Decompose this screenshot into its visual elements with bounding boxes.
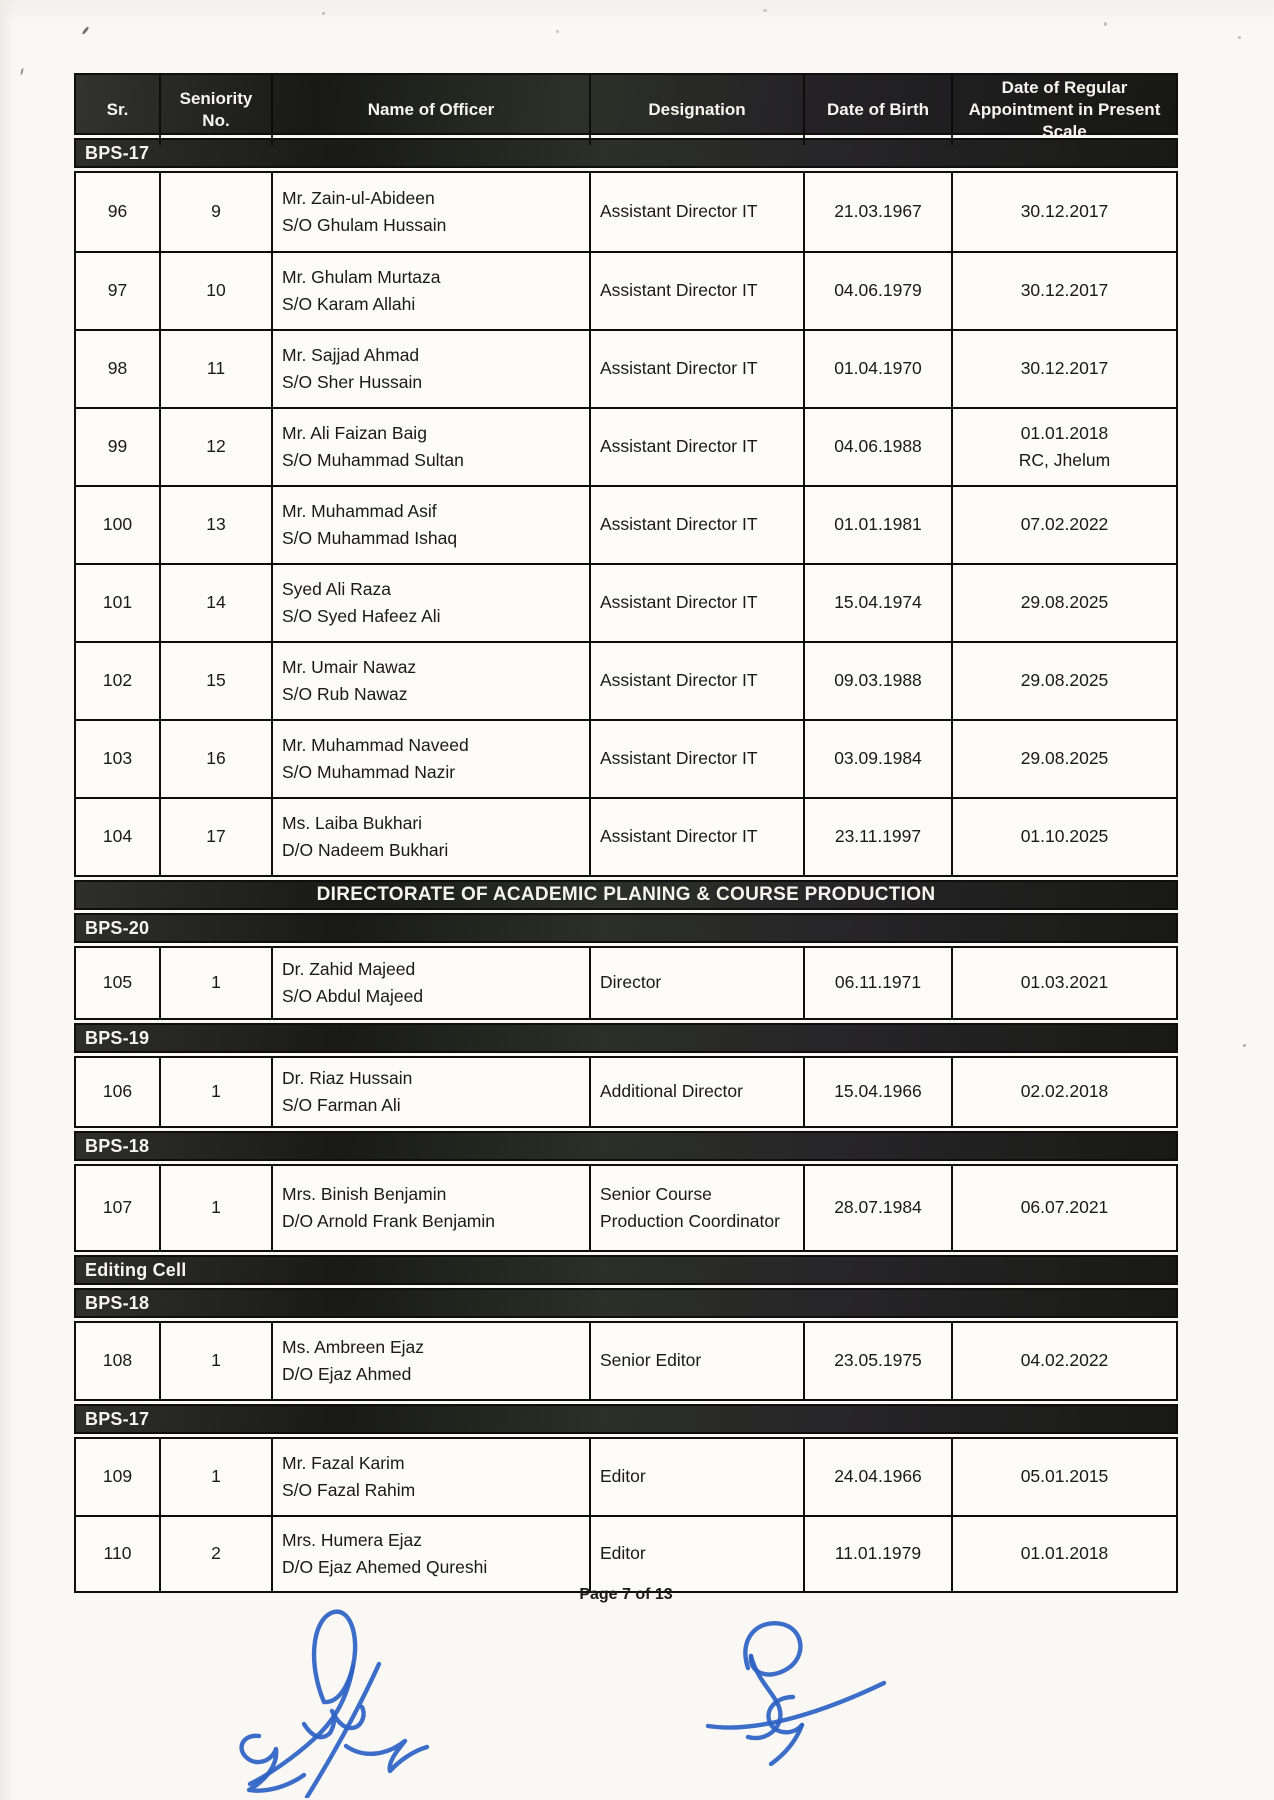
cell-sr [76,173,159,251]
cell-date-of-birth-text: 04.06.1979 [834,280,922,301]
section-band-directorate-of-academic-planing-course-production [74,880,1178,910]
cell-seniority-no-text: 15 [206,670,226,691]
table-row [76,1166,1176,1250]
cell-date-of-birth-text: 03.09.1984 [834,748,922,769]
cell-date-of-birth [803,799,951,875]
cell-date-of-regular-appointment-text: 30.12.2017 [1020,358,1109,379]
cell-date-of-regular-appointment [951,1517,1176,1591]
cell-name-of-officer-text: S/O Muhammad Nazir [282,762,456,782]
cell-sr [76,799,159,875]
cell-sr [76,565,159,641]
cell-date-of-birth-text: 23.05.1975 [834,1350,922,1371]
cell-designation-text: Senior Editor [600,1350,702,1371]
cell-date-of-birth-text: 09.03.1988 [834,670,922,691]
cell-designation-text: Editor [600,1466,646,1487]
cell-date-of-birth [803,173,951,251]
cell-seniority-no [159,1517,271,1591]
cell-date-of-regular-appointment [951,1058,1176,1126]
cell-seniority-no [159,487,271,563]
scan-speckle [1238,36,1241,39]
cell-date-of-birth-text: 23.11.1997 [834,826,922,847]
cell-name-of-officer-text: D/O Arnold Frank Benjamin [282,1211,496,1231]
cell-designation [589,799,803,875]
table-row [76,1515,1176,1591]
cell-sr-text: 107 [102,1197,133,1218]
cell-designation [589,948,803,1018]
table-body [74,138,1178,1593]
cell-sr-text: 105 [102,972,133,993]
section-band-label: BPS-18 [85,1135,150,1156]
cell-name-of-officer-text: Mr. Fazal Karim [282,1452,405,1473]
table-row-group [74,1321,1178,1401]
cell-name-of-officer [271,331,589,407]
cell-sr-text: 100 [102,514,133,535]
table-row [76,1323,1176,1399]
cell-name-of-officer-text: Mr. Ghulam Murtaza [282,266,441,287]
cell-designation-text: Assistant Director IT [600,201,758,222]
cell-date-of-regular-appointment [951,331,1176,407]
table-row-group [74,1056,1178,1128]
cell-sr-text: 108 [102,1350,133,1371]
section-band-label: BPS-20 [85,917,150,938]
cell-designation [589,1058,803,1126]
cell-date-of-birth [803,1166,951,1250]
cell-name-of-officer-text: Mrs. Binish Benjamin [282,1183,447,1204]
cell-name-of-officer-text: Mrs. Humera Ejaz [282,1529,423,1550]
cell-designation-text: Senior Course Production Coordinator [600,1183,780,1231]
cell-sr [76,1323,159,1399]
cell-name-of-officer [271,487,589,563]
cell-sr [76,253,159,329]
table-row [76,1439,1176,1515]
cell-name-of-officer-text: S/O Syed Hafeez Ali [282,606,441,626]
cell-name-of-officer [271,253,589,329]
section-band-bps-19 [74,1023,1178,1053]
cell-sr [76,1439,159,1515]
cell-date-of-regular-appointment-text: 29.08.2025 [1020,748,1109,769]
cell-name-of-officer-text: S/O Muhammad Ishaq [282,528,458,548]
section-band-editing-cell [74,1255,1178,1285]
column-header-label: Seniority No. [179,89,253,131]
cell-date-of-regular-appointment-text: 30.12.2017 [1020,201,1109,222]
cell-seniority-no-text: 14 [206,592,226,613]
cell-designation-text: Assistant Director IT [600,826,758,847]
cell-designation [589,1166,803,1250]
cell-name-of-officer [271,799,589,875]
cell-sr [76,1517,159,1591]
column-header-sr [76,75,159,145]
cell-name-of-officer-text: S/O Sher Hussain [282,372,423,392]
cell-seniority-no [159,173,271,251]
cell-designation [589,643,803,719]
cell-date-of-regular-appointment [951,1323,1176,1399]
table-row-group [74,1164,1178,1252]
cell-designation-text: Assistant Director IT [600,748,758,769]
cell-sr [76,331,159,407]
cell-designation [589,409,803,485]
cell-name-of-officer-text: Dr. Riaz Hussain [282,1067,413,1088]
cell-date-of-regular-appointment-text: 02.02.2018 [1020,1081,1109,1102]
scan-speckle [1104,22,1107,26]
cell-designation [589,565,803,641]
column-header-date-of-birth [803,75,951,145]
cell-seniority-no [159,1439,271,1515]
cell-date-of-birth-text: 04.06.1988 [834,436,922,457]
cell-date-of-birth-text: 21.03.1967 [834,201,922,222]
cell-name-of-officer-text: Mr. Sajjad Ahmad [282,344,420,365]
cell-name-of-officer-text: Mr. Muhammad Asif [282,500,437,521]
cell-seniority-no [159,565,271,641]
cell-date-of-birth-text: 01.04.1970 [834,358,922,379]
cell-date-of-birth-text: 24.04.1966 [834,1466,922,1487]
cell-designation-text: Assistant Director IT [600,514,758,535]
cell-sr [76,643,159,719]
cell-designation-text: Director [600,972,662,993]
column-header-name-of-officer [271,75,589,145]
cell-seniority-no [159,1058,271,1126]
cell-date-of-regular-appointment-text: 01.01.2018 [1020,422,1109,443]
cell-date-of-regular-appointment-text: 06.07.2021 [1020,1197,1109,1218]
section-band-label: DIRECTORATE OF ACADEMIC PLANING & COURSE PRODUCTION [316,884,936,905]
cell-designation [589,331,803,407]
cell-sr [76,487,159,563]
cell-date-of-regular-appointment-text: 01.03.2021 [1020,972,1109,993]
column-header-label: Sr. [106,100,129,120]
table-header-row [74,73,1178,142]
cell-date-of-birth [803,253,951,329]
cell-sr-text: 97 [107,280,128,301]
cell-designation-text: Assistant Director IT [600,670,758,691]
cell-date-of-regular-appointment [951,1439,1176,1515]
page-number: Page 7 of 13 [579,1586,673,1603]
cell-sr [76,948,159,1018]
cell-name-of-officer-text: S/O Ghulam Hussain [282,215,447,235]
section-band-label: BPS-17 [85,142,150,163]
cell-seniority-no [159,721,271,797]
cell-date-of-regular-appointment [951,799,1176,875]
column-header-label: Date of Regular Appointment in Present Scale [968,78,1161,142]
cell-date-of-birth [803,565,951,641]
cell-designation-text: Assistant Director IT [600,280,758,301]
column-header-label: Designation [648,100,746,120]
cell-date-of-birth [803,1517,951,1591]
cell-sr-text: 102 [102,670,133,691]
cell-name-of-officer-text: D/O Ejaz Ahemed Qureshi [282,1557,488,1577]
cell-name-of-officer-text: Dr. Zahid Majeed [282,958,416,979]
table-row [76,1058,1176,1126]
cell-date-of-regular-appointment-text: 29.08.2025 [1020,592,1109,613]
section-band-label: Editing Cell [85,1259,187,1280]
cell-name-of-officer-text: Ms. Laiba Bukhari [282,812,423,833]
table-row-group [74,946,1178,1020]
cell-designation-text: Editor [600,1543,646,1564]
cell-designation-text: Assistant Director IT [600,358,758,379]
scan-speckle [763,9,767,12]
cell-date-of-birth [803,721,951,797]
cell-seniority-no-text: 1 [211,1081,221,1102]
cell-date-of-regular-appointment [951,721,1176,797]
section-band-bps-18 [74,1131,1178,1161]
scan-speckle [20,68,24,75]
cell-designation [589,253,803,329]
cell-name-of-officer [271,948,589,1018]
cell-seniority-no [159,253,271,329]
cell-sr-text: 98 [107,358,128,379]
section-band-bps-17 [74,1404,1178,1434]
cell-date-of-birth-text: 01.01.1981 [834,514,922,535]
cell-name-of-officer [271,643,589,719]
table-row [76,485,1176,563]
cell-seniority-no [159,643,271,719]
section-band-bps-18 [74,1288,1178,1318]
signature-right [700,1614,888,1766]
cell-date-of-regular-appointment-text: 07.02.2022 [1020,514,1109,535]
column-header-designation [589,75,803,145]
table-row [76,797,1176,875]
cell-name-of-officer-text: Mr. Muhammad Naveed [282,734,469,755]
cell-date-of-birth [803,1058,951,1126]
cell-seniority-no [159,1166,271,1250]
cell-seniority-no [159,409,271,485]
cell-date-of-birth-text: 15.04.1966 [834,1081,922,1102]
cell-name-of-officer-text: Ms. Ambreen Ejaz [282,1336,424,1357]
cell-name-of-officer [271,1058,589,1126]
cell-date-of-regular-appointment [951,1166,1176,1250]
cell-designation [589,1517,803,1591]
cell-date-of-regular-appointment-text: 05.01.2015 [1020,1466,1109,1487]
cell-date-of-birth-text: 15.04.1974 [834,592,922,613]
cell-date-of-regular-appointment [951,948,1176,1018]
table-row [76,641,1176,719]
seniority-list-table [74,73,1178,1604]
cell-name-of-officer-text: Mr. Zain-ul-Abideen [282,187,435,208]
column-header-label: Name of Officer [367,100,495,120]
cell-date-of-regular-appointment [951,409,1176,485]
cell-date-of-regular-appointment-text: 01.01.2018 [1020,1543,1109,1564]
cell-date-of-regular-appointment [951,643,1176,719]
table-row [76,251,1176,329]
cell-name-of-officer [271,565,589,641]
cell-date-of-birth [803,948,951,1018]
section-band-label: BPS-18 [85,1292,150,1313]
signature-left [228,1606,446,1798]
cell-seniority-no-text: 1 [211,972,221,993]
cell-name-of-officer-text: S/O Abdul Majeed [282,986,424,1006]
cell-date-of-regular-appointment [951,173,1176,251]
cell-name-of-officer-text: S/O Fazal Rahim [282,1480,416,1500]
cell-designation [589,1323,803,1399]
cell-sr-text: 106 [102,1081,133,1102]
cell-seniority-no-text: 9 [211,201,221,222]
cell-name-of-officer [271,173,589,251]
cell-seniority-no-text: 1 [211,1197,221,1218]
cell-date-of-regular-appointment [951,253,1176,329]
cell-seniority-no-text: 17 [206,826,226,847]
cell-name-of-officer [271,721,589,797]
cell-date-of-regular-appointment-text: 01.10.2025 [1020,826,1109,847]
cell-sr-text: 101 [102,592,133,613]
cell-name-of-officer [271,1439,589,1515]
cell-date-of-birth-text: 28.07.1984 [834,1197,922,1218]
cell-sr-text: 96 [107,201,128,222]
cell-seniority-no-text: 2 [211,1543,221,1564]
scan-speckle [556,30,559,33]
table-row [76,329,1176,407]
table-row [76,719,1176,797]
cell-date-of-birth [803,409,951,485]
cell-name-of-officer-text: S/O Rub Nawaz [282,684,408,704]
cell-date-of-regular-appointment-text: 29.08.2025 [1020,670,1109,691]
cell-seniority-no-text: 12 [206,436,226,457]
cell-name-of-officer [271,1166,589,1250]
column-header-label: Date of Birth [827,100,929,120]
cell-designation-text: Assistant Director IT [600,592,758,613]
table-row [76,173,1176,251]
cell-date-of-regular-appointment-text: 30.12.2017 [1020,280,1109,301]
cell-sr [76,1058,159,1126]
table-row [76,563,1176,641]
cell-sr [76,1166,159,1250]
cell-name-of-officer [271,409,589,485]
cell-name-of-officer-text: Mr. Umair Nawaz [282,656,417,677]
cell-sr-text: 109 [102,1466,133,1487]
cell-designation [589,1439,803,1515]
cell-sr-text: 104 [102,826,133,847]
scan-speckle [322,12,325,15]
cell-sr-text: 99 [107,436,128,457]
cell-seniority-no [159,331,271,407]
column-header-seniority-no [159,75,271,145]
scan-speckle [1243,1044,1246,1047]
cell-sr-text: 103 [102,748,133,769]
cell-date-of-regular-appointment-text: RC, Jhelum [1018,450,1111,470]
cell-date-of-birth [803,1439,951,1515]
cell-designation [589,487,803,563]
cell-name-of-officer-text: D/O Ejaz Ahmed [282,1364,412,1384]
cell-date-of-birth-text: 06.11.1971 [834,972,922,993]
cell-designation-text: Additional Director [600,1081,743,1102]
cell-seniority-no-text: 16 [206,748,226,769]
cell-designation-text: Assistant Director IT [600,436,758,457]
cell-name-of-officer-text: D/O Nadeem Bukhari [282,840,449,860]
cell-date-of-birth [803,487,951,563]
cell-seniority-no [159,799,271,875]
section-band-label: BPS-19 [85,1027,150,1048]
cell-name-of-officer-text: S/O Muhammad Sultan [282,450,464,470]
column-header-date-of-regular-appointment [951,75,1176,145]
cell-seniority-no [159,948,271,1018]
cell-name-of-officer [271,1323,589,1399]
table-row [76,948,1176,1018]
cell-name-of-officer-text: S/O Farman Ali [282,1095,401,1115]
cell-seniority-no [159,1323,271,1399]
cell-seniority-no-text: 10 [206,280,226,301]
cell-seniority-no-text: 13 [206,514,226,535]
cell-date-of-birth [803,643,951,719]
cell-designation [589,721,803,797]
cell-date-of-birth-text: 11.01.1979 [834,1543,922,1564]
cell-name-of-officer-text: Mr. Ali Faizan Baig [282,422,427,443]
cell-seniority-no-text: 1 [211,1466,221,1487]
page-footer [74,1586,1178,1604]
cell-date-of-regular-appointment-text: 04.02.2022 [1020,1350,1109,1371]
cell-name-of-officer-text: Syed Ali Raza [282,578,391,599]
cell-date-of-birth [803,1323,951,1399]
cell-name-of-officer [271,1517,589,1591]
cell-sr [76,721,159,797]
cell-designation [589,173,803,251]
section-band-bps-20 [74,913,1178,943]
cell-name-of-officer-text: S/O Karam Allahi [282,294,416,314]
table-row-group [74,1437,1178,1593]
scan-speckle [82,26,90,35]
cell-date-of-regular-appointment [951,487,1176,563]
section-band-label: BPS-17 [85,1408,150,1429]
table-row-group [74,171,1178,877]
cell-date-of-regular-appointment [951,565,1176,641]
cell-sr [76,409,159,485]
cell-sr-text: 110 [103,1543,132,1564]
table-row [76,407,1176,485]
cell-seniority-no-text: 1 [211,1350,221,1371]
cell-seniority-no-text: 11 [206,358,226,379]
cell-date-of-birth [803,331,951,407]
